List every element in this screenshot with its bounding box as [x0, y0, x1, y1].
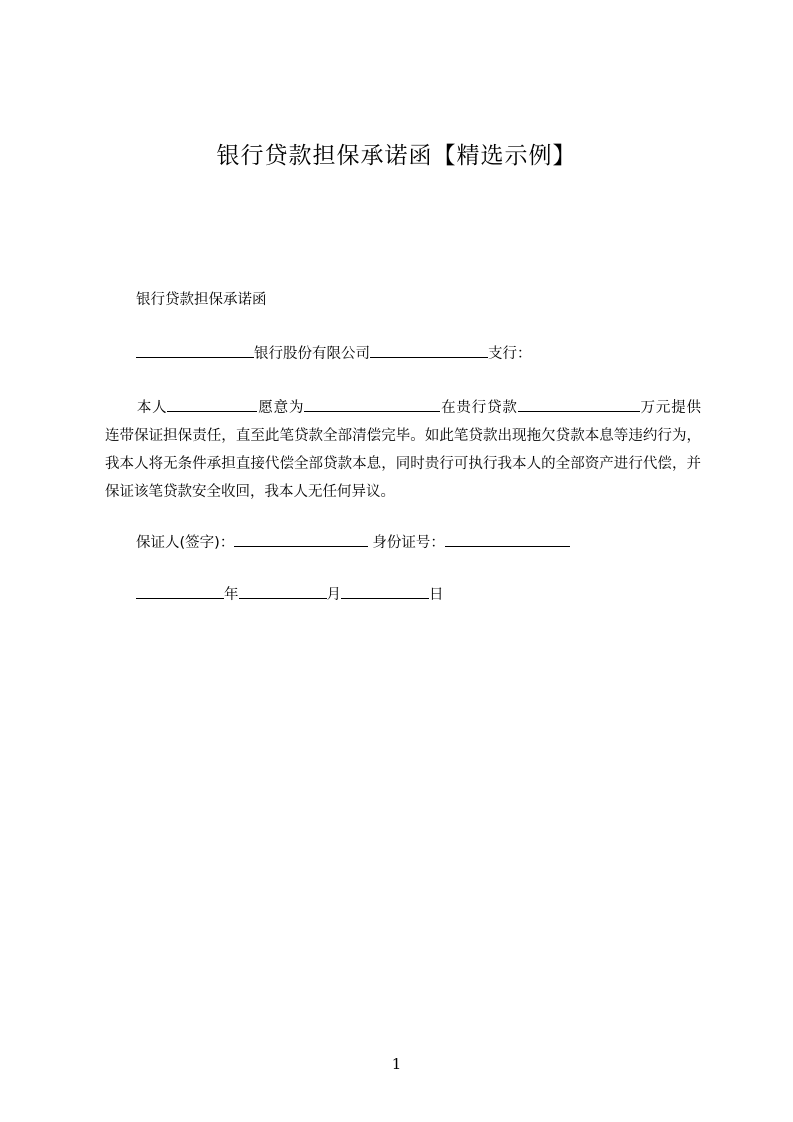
- letter-heading: 银行贷款担保承诺函: [136, 292, 267, 308]
- text-willing: 愿意为: [257, 400, 305, 416]
- text-loan-at-bank: 在贵行贷款: [440, 400, 518, 416]
- id-number-label: 身份证号：: [372, 535, 445, 551]
- branch-suffix: 支行：: [488, 346, 532, 362]
- date-line: [136, 584, 444, 605]
- bank-name-blank[interactable]: [136, 343, 254, 358]
- salutation-line: [136, 343, 532, 364]
- text-terms: 万元提供连带保证担保责任，直至此笔贷款全部清偿完毕。如此笔贷款出现拖欠贷款本息等违约行为，我本人将无条件承担直接代偿全部贷款本息，同时贵行可执行我本人的全部资产进行代偿，并保证该笔贷款安全收回，我本人无任何异议。: [105, 400, 702, 500]
- year-blank[interactable]: [136, 584, 224, 599]
- document-title: 银行贷款担保承诺函【精选示例】: [216, 143, 577, 169]
- guarantor-signature-label: 保证人(签字)：: [136, 535, 235, 551]
- signature-line: [136, 532, 570, 553]
- guarantor-signature-blank[interactable]: [234, 532, 368, 547]
- borrower-name-blank[interactable]: [304, 397, 440, 412]
- branch-name-blank[interactable]: [370, 343, 488, 358]
- id-number-blank[interactable]: [445, 532, 570, 547]
- text-self: 本人: [136, 400, 168, 416]
- bank-suffix: 银行股份有限公司: [254, 346, 370, 362]
- commitment-paragraph: [105, 394, 701, 506]
- loan-amount-blank[interactable]: [518, 397, 640, 412]
- month-label: 月: [326, 587, 341, 603]
- day-label: 日: [429, 587, 444, 603]
- page-number: 1: [391, 1055, 402, 1073]
- guarantor-name-blank[interactable]: [167, 397, 257, 412]
- day-blank[interactable]: [341, 584, 429, 599]
- month-blank[interactable]: [239, 584, 327, 599]
- year-label: 年: [224, 587, 239, 603]
